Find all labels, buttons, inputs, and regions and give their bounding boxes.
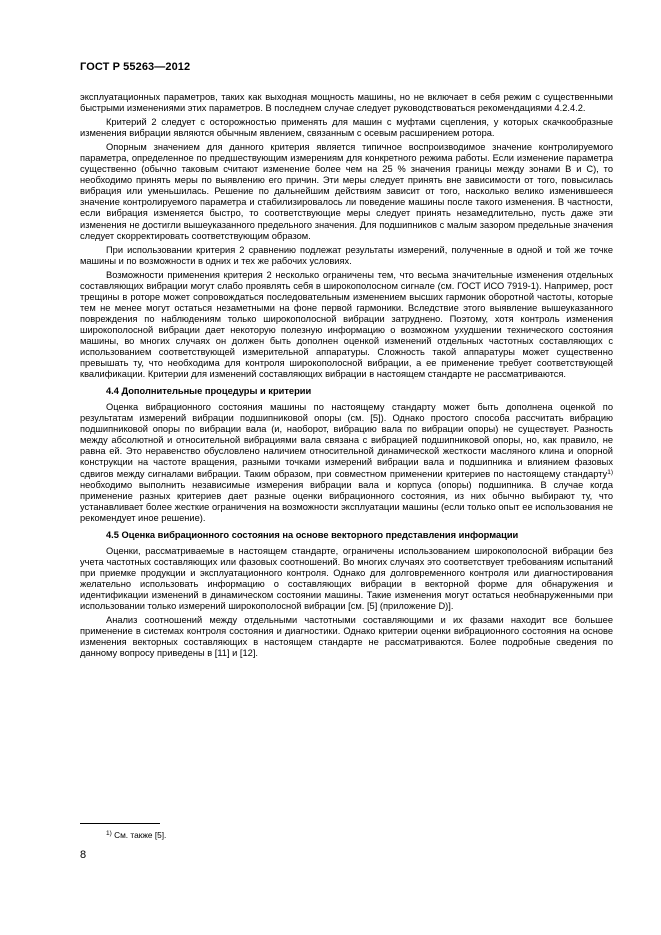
- section-heading-4-4: 4.4 Дополнительные процедуры и критерии: [106, 386, 312, 397]
- section-heading-4-5: 4.5 Оценка вибрационного состояния на основе векторного представления информации: [106, 529, 519, 540]
- body-text: [80, 92, 613, 662]
- paragraph-text: необходимо выполнить независимые измерения вибрации вала и корпуса (опоры) подшипника. В случае когда применение разных критериев дает разные оценки вибрационного состояния, из них обычно выбирают ту, что устанавливает более жесткие ограничения на возможности эксплуатации машины (если только опыт ее использования не рекомендует иное решение).: [80, 479, 613, 523]
- footnote-mark: 1): [106, 830, 112, 837]
- paragraph: При использовании критерия 2 сравнению подлежат результаты измерений, полученные в одной и той же точке машины и по возможности в одних и тех же рабочих условиях.: [80, 244, 613, 266]
- paragraph: Оценки, рассматриваемые в настоящем стандарте, ограничены использованием широкополосной вибрации без учета частотных составляющих или фазовых соотношений. Во многих случаях это соответствует требованиям испытаний при приемке продукции и эксплуатационного контроля. Однако для долговременного контроля или диагностирования желательно использовать информацию о составляющих вибрации в векторной форме для обнаружения и идентификации изменений в динамическом состоянии машины. Такие изменения могут остаться необнаруженными при использовании только измерений широкополосной вибрации [см. [5] (приложение D)].: [80, 545, 613, 612]
- paragraph: эксплуатационных параметров, таких как выходная мощность машины, но не включает в себя режим с существенными быстрыми изменениями этих параметров. В последнем случае следует руководствоваться рекомендациями 4.2.4.2.: [80, 92, 613, 114]
- standard-code: ГОСТ Р 55263—2012: [80, 61, 191, 73]
- paragraph: Критерий 2 следует с осторожностью применять для машин с муфтами сцепления, у которых скачкообразные изменения вибрации являются обычным явлением, связанным с осевым расширением ротора.: [80, 117, 613, 139]
- paragraph: Анализ соотношений между отдельными частотными составляющими и их фазами находит все большее применение в системах контроля состояния и диагностики. Однако критерии оценки вибрационного состояния на основе изменения векторных составляющих в настоящем стандарте не рассматриваются. Более подробные сведения по данному вопросу приведены в [11] и [12].: [80, 615, 613, 659]
- page-number: 8: [80, 849, 87, 861]
- footnote-text: См. также [5].: [111, 830, 167, 840]
- footnote-divider: [80, 823, 160, 824]
- paragraph: Возможности применения критерия 2 несколько ограничены тем, что весьма значительные изменения отдельных составляющих вибрации могут слабо проявлять себя в широкополосном сигнале (см. ГОСТ ИСО 7919-1). Например, рост трещины в роторе может сопровождаться последовательным изменением высших гармоник оборотной частоты, которые тем не менее могут остаться незаметными на фоне первой гармоники. Вследствие этого выявление вышеуказанного повреждения по наблюдениям только широкополосной вибрации затруднено. Поэтому, хотя контроль изменения широкополосной вибрации дает некоторую полезную информацию о возможном ухудшении технического состояния машины, во многих случаях он должен быть дополнен оценкой изменений отдельных частотных составляющих с использованием соответствующей измерительной аппаратуры. Сложность такой аппаратуры может существенно превышать ту, что необходима для контроля широкополосной вибрации, а ее применение требует соответствующей квалификации. Критерии для изменений составляющих вибрации в настоящем стандарте не рассматриваются.: [80, 269, 613, 380]
- footnote: [106, 830, 166, 840]
- footnote-reference[interactable]: 1): [607, 468, 613, 476]
- paragraph: Опорным значением для данного критерия является типичное воспроизводимое значение контролируемого параметра, определенное по предшествующим измерениям для конкретного режима работы. Если изменение параметра существенно (обычно таковым считают изменение более чем на 25 % значения границы между зонами В и С), то необходимо принять меры по выявлению его причин. Эти меры следует принять вне зависимости от того, повысилась вибрация или уменьшилась. Решение по дальнейшим действиям зависит от того, насколько велико изменившееся значение контролируемого параметра и стабилизировалось ли поведение машины после такого изменения. В частности, если вибрация изменяется быстро, то соответствующие меры следует принять незамедлительно, пусть даже эти изменения не достигли вышеуказанного предельного значения. Для подшипников с малым зазором предельные значения следует скорректировать соответствующим образом.: [80, 142, 613, 241]
- paragraph-text: Оценка вибрационного состояния машины по настоящему стандарту может быть дополнена оценкой по результатам измерений вибрации подшипниковой опоры (см. [5]). Однако простого способа рассчитать вибрацию подшипниковой опоры по вибрации вала (и, наоборот, вибрацию вала по вибрации опоры) не существует. Разность между абсолютной и относительной вибрациями вала связана с вибрацией подшипниковой опоры, но, как правило, не равна ей. Это неравенство обусловлено наличием относительной динамической жесткости масляного клина и опорной конструкции на частоте вращения, разными точками измерений вибрации вала и подшипника и влиянием фазовых сдвигов между сигналами вибрации. Таким образом, при совместном применении критериев по настоящему стандарту: [80, 402, 613, 479]
- paragraph: [80, 402, 613, 524]
